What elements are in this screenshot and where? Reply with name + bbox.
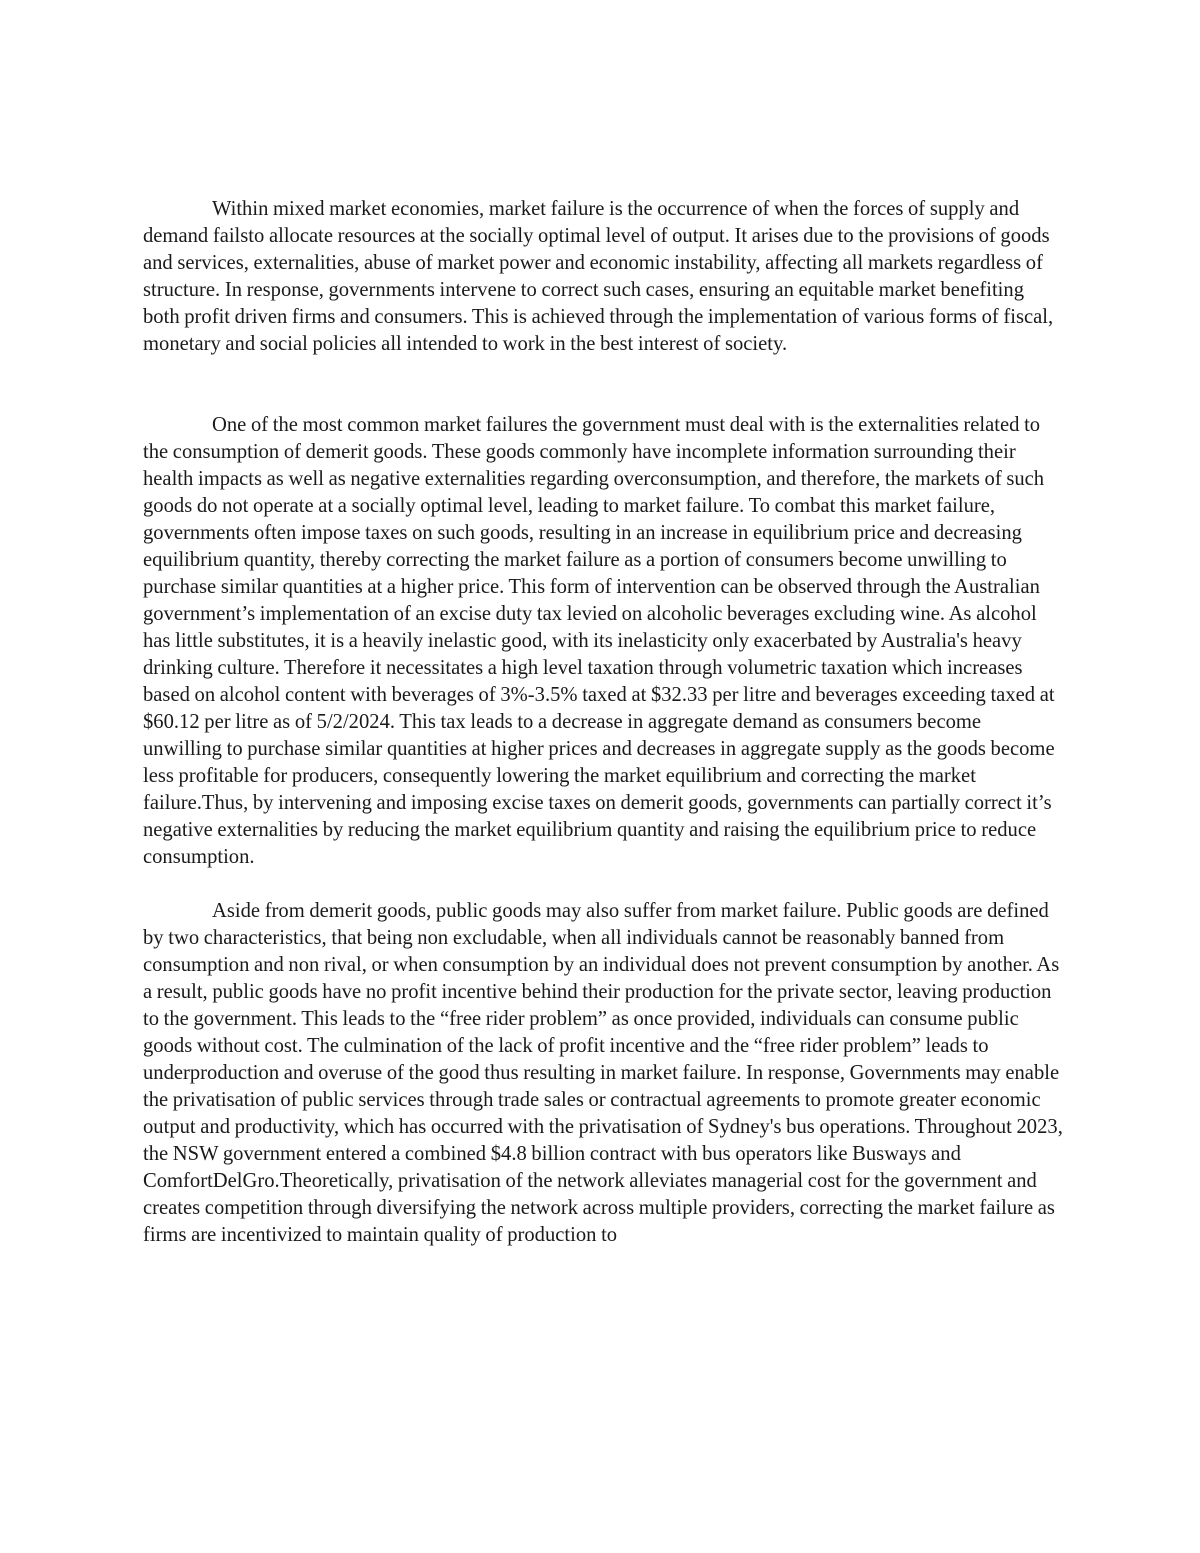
paragraph-public-goods: Aside from demerit goods, public goods may also suffer from market failure. Public goods are defined by two characteristics, that being non excludable, when all individuals cannot be reasonably banned from consumption and non rival, or when consumption by an individual does not prevent consumption by another. As a result, public goods have no profit incentive behind their production for the private sector, leaving production to the government. This leads to the “free rider problem” as once provided, individuals can consume public goods without cost. The culmination of the lack of profit incentive and the “free rider problem” leads to underproduction and overuse of the good thus resulting in market failure. In response, Governments may enable the privatisation of public services through trade sales or contractual agreements to promote greater economic output and productivity, which has occurred with the privatisation of Sydney's bus operations. Throughout 2023, the NSW government entered a combined $4.8 billion contract with bus operators like Busways and ComfortDelGro.Theoretically, privatisation of the network alleviates managerial cost for the government and creates competition through diversifying the network across multiple providers, correcting the market failure as firms are incentivized to maintain quality of production to xyxy=(143,900,1063,1246)
paragraph-demerit-goods: One of the most common market failures the government must deal with is the externalities related to the consumption of demerit goods. These goods commonly have incomplete information surrounding their health impacts as well as negative externalities regarding overconsumption, and therefore, the markets of such goods do not operate at a socially optimal level, leading to market failure. To combat this market failure, governments often impose taxes on such goods, resulting in an increase in equilibrium price and decreasing equilibrium quantity, thereby correcting the market failure as a portion of consumers become unwilling to purchase similar quantities at a higher price. This form of intervention can be observed through the Australian government’s implementation of an excise duty tax levied on alcoholic beverages excluding wine. As alcohol has little substitutes, it is a heavily inelastic good, with its inelasticity only exacerbated by Australia's heavy drinking culture. Therefore it necessitates a high level taxation through volumetric taxation which increases based on alcohol content with beverages of 3%-3.5% taxed at $32.33 per litre and beverages exceeding taxed at $60.12 per litre as of 5/2/2024. This tax leads to a decrease in aggregate demand as consumers become unwilling to purchase similar quantities at higher prices and decreases in aggregate supply as the goods become less profitable for producers, consequently lowering the market equilibrium and correcting the market failure.Thus, by intervening and imposing excise taxes on demerit goods, governments can partially correct it’s negative externalities by reducing the market equilibrium quantity and raising the equilibrium price to reduce consumption. xyxy=(143,414,1055,868)
document-body xyxy=(143,196,1063,1249)
paragraph-introduction: Within mixed market economies, market failure is the occurrence of when the forces of supply and demand failsto allocate resources at the socially optimal level of output. It arises due to the provisions of goods and services, externalities, abuse of market power and economic instability, affecting all markets regardless of structure. In response, governments intervene to correct such cases, ensuring an equitable market benefiting both profit driven firms and consumers. This is achieved through the implementation of various forms of fiscal, monetary and social policies all intended to work in the best interest of society. xyxy=(143,198,1054,355)
